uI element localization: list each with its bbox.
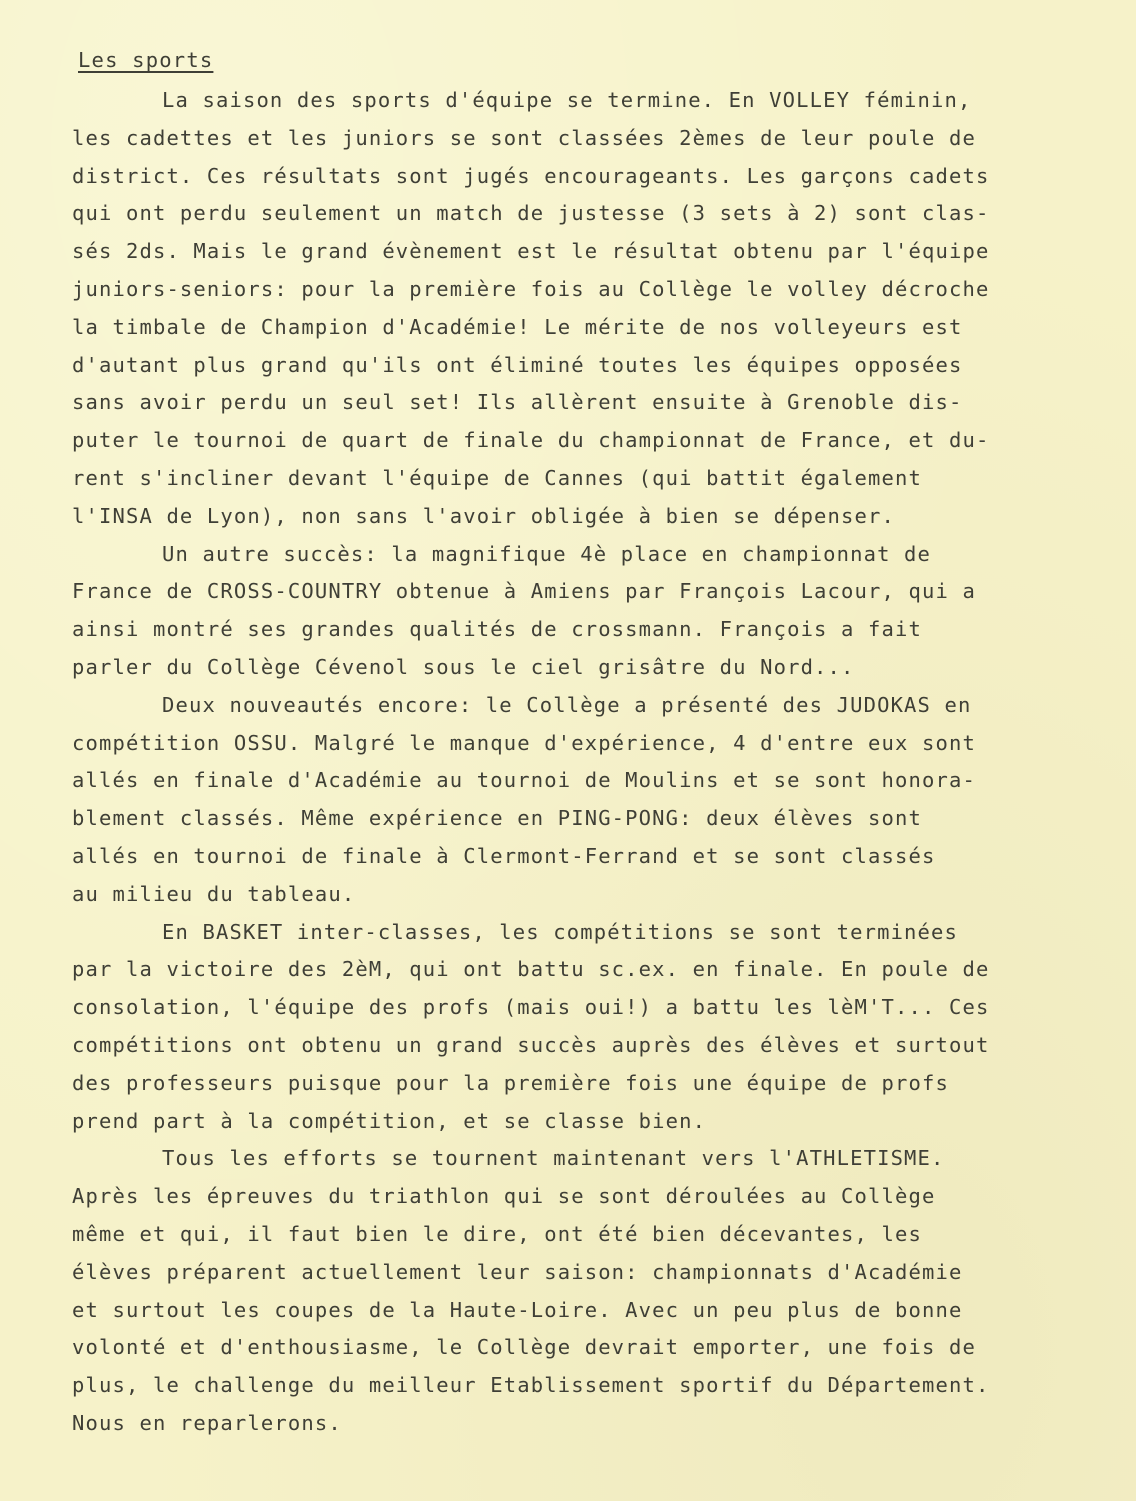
text-line: Nous en reparlerons. [72,1410,342,1435]
text-line: la timbale de Champion d'Académie! Le mérite de nos volleyeurs est [72,314,963,339]
text-line: même et qui, il faut bien le dire, ont été bien décevantes, les [72,1221,922,1246]
text-line: au milieu du tableau. [72,881,356,906]
text-line: Deux nouveautés encore: le Collège a présenté des JUDOKAS en [162,692,972,717]
article-body [72,82,1092,1443]
text-line: parler du Collège Cévenol sous le ciel grisâtre du Nord... [72,654,855,679]
typed-page [72,44,1092,1443]
text-line: plus, le challenge du meilleur Etablissement sportif du Département. [72,1373,990,1398]
text-line: district. Ces résultats sont jugés encourageants. Les garçons cadets [72,163,990,188]
paragraph [72,914,1092,1141]
paragraph [72,82,1092,536]
text-line: puter le tournoi de quart de finale du championnat de France, et du- [72,428,990,453]
text-line: d'autant plus grand qu'ils ont éliminé toutes les équipes opposées [72,352,963,377]
text-line: sans avoir perdu un seul set! Ils allèrent ensuite à Grenoble dis- [72,390,963,415]
page-heading: Les sports [78,48,214,72]
text-line: sés 2ds. Mais le grand évènement est le résultat obtenu par l'équipe [72,239,990,264]
text-line: et surtout les coupes de la Haute-Loire. Avec un peu plus de bonne [72,1297,963,1322]
paragraph [72,1140,1092,1442]
text-line: ainsi montré ses grandes qualités de crossmann. François a fait [72,617,922,642]
text-line: prend part à la compétition, et se classe bien. [72,1108,707,1133]
text-line: élèves préparent actuellement leur saison: championnats d'Académie [72,1259,963,1284]
text-line: l'INSA de Lyon), non sans l'avoir obligée à bien se dépenser. [72,503,896,528]
text-line: allés en tournoi de finale à Clermont-Ferrand et se sont classés [72,843,936,868]
text-line: des professeurs puisque pour la première fois une équipe de profs [72,1070,949,1095]
text-line: volonté et d'enthousiasme, le Collège devrait emporter, une fois de [72,1335,976,1360]
text-line: juniors-seniors: pour la première fois au Collège le volley décroche [72,276,990,301]
text-line: Un autre succès: la magnifique 4è place en championnat de [162,541,932,566]
text-line: En BASKET inter-classes, les compétitions se sont terminées [162,919,959,944]
text-line: allés en finale d'Académie au tournoi de Moulins et se sont honora- [72,768,976,793]
text-line: rent s'incliner devant l'équipe de Cannes (qui battit également [72,465,922,490]
paragraph [72,536,1092,687]
text-line: compétition OSSU. Malgré le manque d'expérience, 4 d'entre eux sont [72,730,976,755]
text-line: La saison des sports d'équipe se termine. En VOLLEY féminin, [162,88,972,112]
paragraph [72,687,1092,914]
text-line: blement classés. Même expérience en PING-PONG: deux élèves sont [72,806,922,831]
text-line: Tous les efforts se tournent maintenant vers l'ATHLETISME. [162,1146,945,1171]
text-line: qui ont perdu seulement un match de justesse (3 sets à 2) sont clas- [72,201,990,226]
text-line: compétitions ont obtenu un grand succès auprès des élèves et surtout [72,1032,990,1057]
text-line: France de CROSS-COUNTRY obtenue à Amiens par François Lacour, qui a [72,579,976,604]
text-line: les cadettes et les juniors se sont classées 2èmes de leur poule de [72,125,976,150]
text-line: Après les épreuves du triathlon qui se sont déroulées au Collège [72,1184,936,1209]
text-line: consolation, l'équipe des profs (mais oui!) a battu les lèM'T... Ces [72,995,990,1020]
text-line: par la victoire des 2èM, qui ont battu sc.ex. en finale. En poule de [72,957,990,982]
